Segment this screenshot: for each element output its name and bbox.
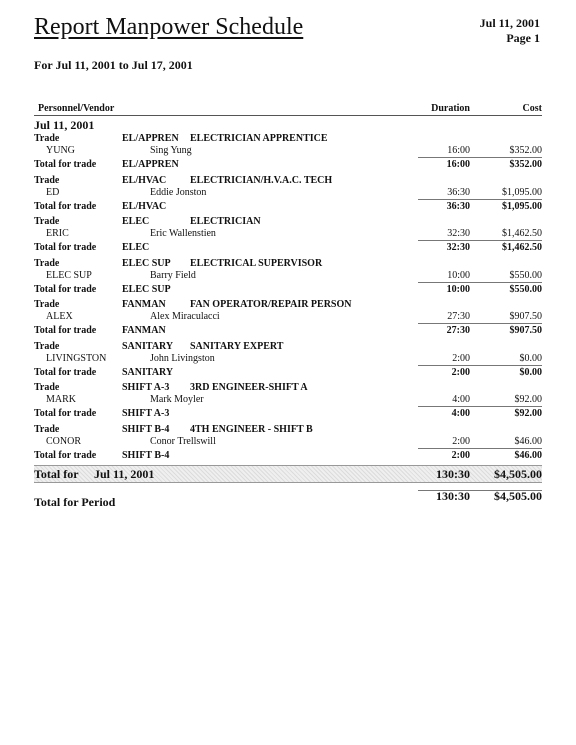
person-duration: 32:30 (447, 228, 470, 239)
trade-total-duration: 27:30 (446, 325, 470, 336)
column-header-personnel: Personnel/Vendor (38, 103, 115, 114)
person-id: ERIC (46, 228, 69, 239)
column-header-duration: Duration (431, 103, 470, 114)
person-duration: 4:00 (452, 394, 470, 405)
trade-label: Trade (34, 299, 60, 310)
person-row (0, 228, 576, 240)
trade-header-row (0, 133, 576, 145)
subtotal-divider (418, 240, 542, 241)
person-name: John Livingston (150, 353, 215, 364)
person-name: Barry Field (150, 270, 196, 281)
trade-description: SANITARY EXPERT (190, 341, 284, 352)
trade-header-row (0, 258, 576, 270)
trade-description: ELECTRICAL SUPERVISOR (190, 258, 323, 269)
trade-label: Trade (34, 175, 60, 186)
trade-total-label: Total for trade (34, 242, 97, 253)
subtotal-divider (418, 406, 542, 407)
trade-total-duration: 16:00 (446, 159, 470, 170)
person-duration: 2:00 (452, 353, 470, 364)
trade-total-cost: $1,095.00 (502, 201, 542, 212)
trade-total-duration: 36:30 (446, 201, 470, 212)
trade-code: ELEC SUP (122, 258, 171, 269)
trade-header-row (0, 175, 576, 187)
page-number: Page 1 (506, 31, 540, 45)
trade-label: Trade (34, 216, 60, 227)
trade-total-cost: $352.00 (509, 159, 542, 170)
trade-total-cost: $1,462.50 (502, 242, 542, 253)
person-duration: 36:30 (447, 187, 470, 198)
trade-total-label: Total for trade (34, 159, 97, 170)
trade-total-duration: 2:00 (451, 367, 470, 378)
group-total-duration: 130:30 (436, 467, 470, 481)
trade-description: 4TH ENGINEER - SHIFT B (190, 424, 313, 435)
report-date: Jul 11, 2001 (479, 16, 540, 30)
person-row (0, 353, 576, 365)
person-id: MARK (46, 394, 77, 405)
trade-header-row (0, 216, 576, 228)
person-duration: 10:00 (447, 270, 470, 281)
trade-code: FANMAN (122, 299, 166, 310)
person-row (0, 270, 576, 282)
trade-total-code: SANITARY (122, 367, 174, 378)
group-date: Jul 11, 2001 (34, 118, 95, 132)
trade-total-row (0, 325, 576, 337)
trade-total-code: EL/APPREN (122, 159, 179, 170)
trade-total-row (0, 408, 576, 420)
trade-header-row (0, 341, 576, 353)
trade-description: ELECTRICIAN (190, 216, 261, 227)
person-name: Eddie Jonston (150, 187, 207, 198)
trade-total-duration: 32:30 (446, 242, 470, 253)
trade-total-code: ELEC (122, 242, 150, 253)
subtotal-divider (418, 199, 542, 200)
trade-description: ELECTRICIAN APPRENTICE (190, 133, 328, 144)
trade-total-cost: $907.50 (509, 325, 542, 336)
trade-total-row (0, 242, 576, 254)
person-cost: $352.00 (509, 145, 542, 156)
person-row (0, 145, 576, 157)
person-name: Alex Miraculacci (150, 311, 220, 322)
trade-total-code: FANMAN (122, 325, 166, 336)
person-row (0, 187, 576, 199)
person-cost: $0.00 (519, 353, 542, 364)
trade-label: Trade (34, 424, 60, 435)
subtotal-divider (418, 282, 542, 283)
trade-label: Trade (34, 258, 60, 269)
trade-code: ELEC (122, 216, 150, 227)
subtotal-divider (418, 365, 542, 366)
date-range: For Jul 11, 2001 to Jul 17, 2001 (34, 58, 193, 72)
period-total-cost: $4,505.00 (494, 489, 542, 503)
trade-total-row (0, 367, 576, 379)
trade-total-duration: 2:00 (451, 450, 470, 461)
group-total-row (34, 465, 542, 483)
trade-description: 3RD ENGINEER-SHIFT A (190, 382, 308, 393)
trade-code: SHIFT A-3 (122, 382, 170, 393)
trade-code: EL/HVAC (122, 175, 167, 186)
person-name: Sing Yung (150, 145, 192, 156)
trade-total-row (0, 450, 576, 462)
person-id: ED (46, 187, 60, 198)
trade-label: Trade (34, 133, 60, 144)
trade-total-label: Total for trade (34, 367, 97, 378)
person-cost: $550.00 (509, 270, 542, 281)
person-row (0, 436, 576, 448)
trade-code: SHIFT B-4 (122, 424, 170, 435)
trade-total-label: Total for trade (34, 408, 97, 419)
column-header-cost: Cost (522, 103, 542, 114)
trade-total-label: Total for trade (34, 450, 97, 461)
person-cost: $92.00 (514, 394, 542, 405)
subtotal-divider (418, 323, 542, 324)
trade-total-row (0, 284, 576, 296)
trade-total-code: SHIFT A-3 (122, 408, 170, 419)
subtotal-divider (418, 157, 542, 158)
trade-total-cost: $550.00 (509, 284, 542, 295)
trade-code: EL/APPREN (122, 133, 179, 144)
person-row (0, 311, 576, 323)
person-cost: $46.00 (514, 436, 542, 447)
header-divider (34, 115, 542, 116)
group-total-cost: $4,505.00 (494, 467, 542, 481)
report-title: Report Manpower Schedule (34, 14, 304, 40)
trade-total-cost: $46.00 (514, 450, 542, 461)
trade-label: Trade (34, 382, 60, 393)
trade-total-code: EL/HVAC (122, 201, 167, 212)
trade-total-label: Total for trade (34, 284, 97, 295)
trade-header-row (0, 424, 576, 436)
trade-header-row (0, 382, 576, 394)
person-name: Eric Wallenstien (150, 228, 216, 239)
trade-total-cost: $92.00 (514, 408, 542, 419)
group-total-date: Jul 11, 2001 (94, 467, 155, 481)
person-id: ALEX (46, 311, 73, 322)
trade-total-code: ELEC SUP (122, 284, 171, 295)
trade-total-row (0, 201, 576, 213)
person-id: YUNG (46, 145, 75, 156)
trade-total-label: Total for trade (34, 325, 97, 336)
period-total-label: Total for Period (34, 495, 116, 509)
person-name: Mark Moyler (150, 394, 204, 405)
person-id: CONOR (46, 436, 82, 447)
group-total-label: Total for (34, 467, 79, 481)
trade-total-code: SHIFT B-4 (122, 450, 170, 461)
person-row (0, 394, 576, 406)
trade-description: ELECTRICIAN/H.V.A.C. TECH (190, 175, 333, 186)
trade-total-row (0, 159, 576, 171)
person-cost: $1,462.50 (502, 228, 542, 239)
period-total-duration: 130:30 (436, 489, 470, 503)
trade-code: SANITARY (122, 341, 174, 352)
person-name: Conor Trellswill (150, 436, 216, 447)
person-duration: 16:00 (447, 145, 470, 156)
person-id: LIVINGSTON (46, 353, 107, 364)
trade-total-duration: 10:00 (446, 284, 470, 295)
subtotal-divider (418, 448, 542, 449)
trade-total-label: Total for trade (34, 201, 97, 212)
person-duration: 2:00 (452, 436, 470, 447)
person-id: ELEC SUP (46, 270, 92, 281)
person-duration: 27:30 (447, 311, 470, 322)
person-cost: $1,095.00 (502, 187, 542, 198)
trade-total-duration: 4:00 (451, 408, 470, 419)
person-cost: $907.50 (509, 311, 542, 322)
trade-description: FAN OPERATOR/REPAIR PERSON (190, 299, 352, 310)
trade-label: Trade (34, 341, 60, 352)
trade-total-cost: $0.00 (519, 367, 542, 378)
trade-header-row (0, 299, 576, 311)
